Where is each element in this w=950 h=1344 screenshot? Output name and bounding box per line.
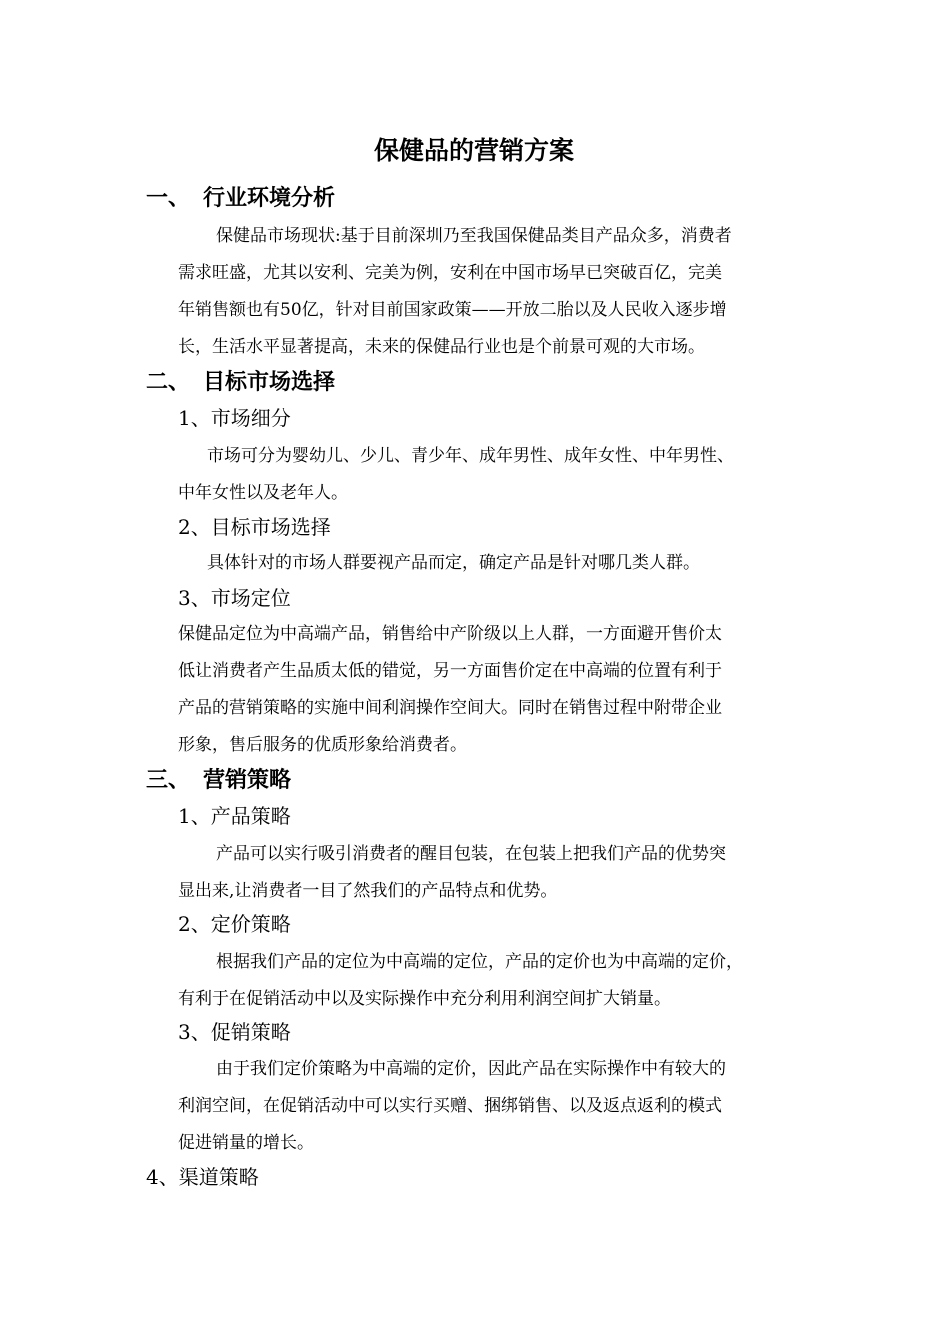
section-3-number: 三、 [146,768,191,793]
paragraph-line: 利润空间，在促销活动中可以实行买赠、捆绑销售、以及返点返利的模式 [178,1096,722,1116]
section-2-number: 二、 [146,370,191,395]
subsection-heading: 1、市场细分 [178,406,291,430]
paragraph-line: 保健品市场现状:基于目前深圳乃至我国保健品类目产品众多，消费者 [216,226,732,246]
paragraph-line: 根据我们产品的定位为中高端的定位，产品的定价也为中高端的定价， [216,952,743,972]
paragraph-line: 保健品定位为中高端产品，销售给中产阶级以上人群，一方面避开售价太 [178,624,722,644]
subsection-heading: 3、市场定位 [178,586,291,610]
document-title: 保健品的营销方案 [374,136,575,165]
subsection-heading: 2、目标市场选择 [178,515,331,539]
paragraph-line: 中年女性以及老年人。 [178,483,348,503]
paragraph-line: 市场可分为婴幼儿、少儿、青少年、成年男性、成年女性、中年男性、 [207,446,734,466]
paragraph-line: 显出来,让消费者一目了然我们的产品特点和优势。 [178,881,558,901]
subsection-heading: 3、促销策略 [178,1020,291,1044]
paragraph-line: 产品的营销策略的实施中间利润操作空间大。同时在销售过程中附带企业 [178,698,722,718]
paragraph-line: 促进销量的增长。 [178,1133,314,1153]
paragraph-line: 年销售额也有50亿，针对目前国家政策——开放二胎以及人民收入逐步增 [178,300,727,320]
section-3-heading: 营销策略 [203,768,292,793]
subsection-heading: 2、定价策略 [178,912,291,936]
subsection-heading: 4、渠道策略 [146,1165,259,1189]
paragraph-line: 长，生活水平显著提高，未来的保健品行业也是个前景可观的大市场。 [178,337,705,357]
paragraph-line: 具体针对的市场人群要视产品而定，确定产品是针对哪几类人群。 [207,553,700,573]
paragraph-line: 需求旺盛，尤其以安利、完美为例，安利在中国市场早已突破百亿，完美 [178,263,722,283]
section-1-number: 一、 [146,186,191,211]
section-1-heading: 行业环境分析 [203,186,336,211]
paragraph-line: 由于我们定价策略为中高端的定价，因此产品在实际操作中有较大的 [216,1059,726,1079]
paragraph-line: 形象，售后服务的优质形象给消费者。 [178,735,467,755]
paragraph-line: 产品可以实行吸引消费者的醒目包装，在包装上把我们产品的优势突 [216,844,726,864]
paragraph-line: 有利于在促销活动中以及实际操作中充分利用利润空间扩大销量。 [178,989,671,1009]
section-2-heading: 目标市场选择 [203,370,336,395]
paragraph-line: 低让消费者产生品质太低的错觉，另一方面售价定在中高端的位置有利于 [178,661,722,681]
subsection-heading: 1、产品策略 [178,804,291,828]
